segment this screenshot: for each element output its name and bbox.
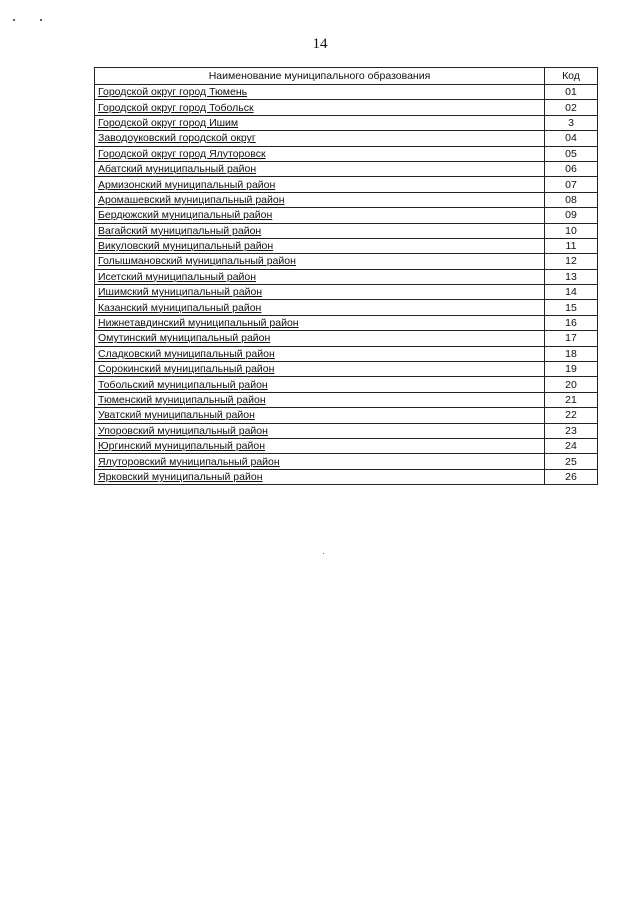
municipality-code: 02 [545,100,598,115]
table-row [95,100,598,115]
municipality-code: 11 [545,238,598,253]
municipality-name-cell [95,146,545,161]
municipality-code: 18 [545,346,598,361]
municipality-name: Ярковский муниципальный район [98,470,263,483]
table-header-row [95,68,598,85]
table-row [95,346,598,361]
municipality-name: Городской округ город Ишим [98,116,239,129]
municipality-name-cell [95,331,545,346]
municipality-name: Вагайский муниципальный район [98,224,262,237]
table-row [95,115,598,130]
municipality-name: Ишимский муниципальный район [98,286,263,299]
table-row [95,392,598,407]
municipality-name-cell [95,269,545,284]
municipality-code: 06 [545,161,598,176]
table-row [95,377,598,392]
municipality-name: Бердюжский муниципальный район [98,209,273,222]
municipality-name: Тобольский муниципальный район [98,378,268,391]
table-row [95,238,598,253]
municipality-name: Упоровский муниципальный район [98,424,268,437]
municipality-name-cell [95,115,545,130]
municipality-name-cell [95,285,545,300]
municipality-name-cell [95,300,545,315]
municipality-code: 23 [545,423,598,438]
header-name: Наименование муниципального образования [95,68,545,85]
municipality-name-cell [95,238,545,253]
municipality-name: Тюменский муниципальный район [98,394,266,406]
municipality-name-cell [95,177,545,192]
municipality-name: Городской округ город Тобольск [98,101,254,114]
municipality-code: 25 [545,454,598,469]
table-row [95,300,598,315]
municipality-code: 22 [545,408,598,423]
municipality-name: Викуловский муниципальный район [98,240,274,253]
municipality-code: 17 [545,331,598,346]
municipality-name: Уватский муниципальный район [98,409,255,422]
table-row [95,161,598,176]
municipality-code: 20 [545,377,598,392]
table-row [95,408,598,423]
municipality-name-cell [95,438,545,453]
municipality-code: 04 [545,131,598,146]
municipality-name-cell [95,131,545,146]
table-row [95,469,598,484]
municipality-name: Городской округ город Ялуторовск [98,147,266,160]
municipality-name-cell [95,192,545,207]
municipality-name-cell [95,408,545,423]
table-row [95,285,598,300]
municipality-name: Нижнетавдинский муниципальный район [98,317,299,330]
municipality-code: 10 [545,223,598,238]
municipality-name-cell [95,223,545,238]
municipality-name: Сладковский муниципальный район [98,347,275,360]
municipality-code: 21 [545,392,598,407]
municipality-code: 08 [545,192,598,207]
table-row [95,85,598,100]
municipality-name: Абатский муниципальный район [98,163,257,176]
table-row [95,362,598,377]
table-body [95,85,598,485]
municipality-name-cell [95,469,545,484]
municipality-name-cell [95,85,545,100]
table-row [95,131,598,146]
table-row [95,208,598,223]
municipality-name: Аромашевский муниципальный район [98,193,285,206]
municipality-name: Ялуторовский муниципальный район [98,455,280,468]
municipality-name-cell [95,208,545,223]
municipality-name: Заводоуковский городской округ [98,132,256,145]
table-row [95,146,598,161]
municipality-table [94,67,598,485]
municipality-code: 16 [545,315,598,330]
municipality-code: 05 [545,146,598,161]
scan-speck [40,19,42,21]
municipality-code: 14 [545,285,598,300]
municipality-code: 19 [545,362,598,377]
municipality-name-cell [95,100,545,115]
table-row [95,331,598,346]
municipality-code: 15 [545,300,598,315]
table-row [95,223,598,238]
municipality-name-cell [95,454,545,469]
municipality-name: Исетский муниципальный район [98,270,257,283]
municipality-name: Сорокинский муниципальный район [98,363,275,376]
municipality-name: Казанский муниципальный район [98,301,262,314]
municipality-name-cell [95,254,545,269]
table-row [95,315,598,330]
municipality-name: Голышмановский муниципальный район [98,255,296,268]
scan-speck [323,553,324,554]
municipality-code: 09 [545,208,598,223]
municipality-name-cell [95,392,545,407]
municipality-code: 26 [545,469,598,484]
table-row [95,438,598,453]
municipality-code: 12 [545,254,598,269]
table-row [95,192,598,207]
header-code: Код [545,68,598,85]
table-row [95,269,598,284]
municipality-code: 3 [545,115,598,130]
municipality-name: Армизонский муниципальный район [98,178,276,191]
municipality-code: 13 [545,269,598,284]
table-row [95,423,598,438]
municipality-name-cell [95,377,545,392]
municipality-name-cell [95,315,545,330]
table-row [95,177,598,192]
municipality-name-cell [95,161,545,176]
municipality-code: 07 [545,177,598,192]
municipality-name-cell [95,423,545,438]
municipality-name: Городской округ город Тюмень [98,86,248,99]
municipality-code: 24 [545,438,598,453]
municipality-name: Омутинский муниципальный район [98,332,271,345]
municipality-name-cell [95,346,545,361]
municipality-name-cell [95,362,545,377]
municipality-code: 01 [545,85,598,100]
table-row [95,254,598,269]
page-number: 14 [312,36,328,52]
scan-speck [13,19,15,21]
municipality-name: Юргинский муниципальный район [98,440,265,453]
table-row [95,454,598,469]
